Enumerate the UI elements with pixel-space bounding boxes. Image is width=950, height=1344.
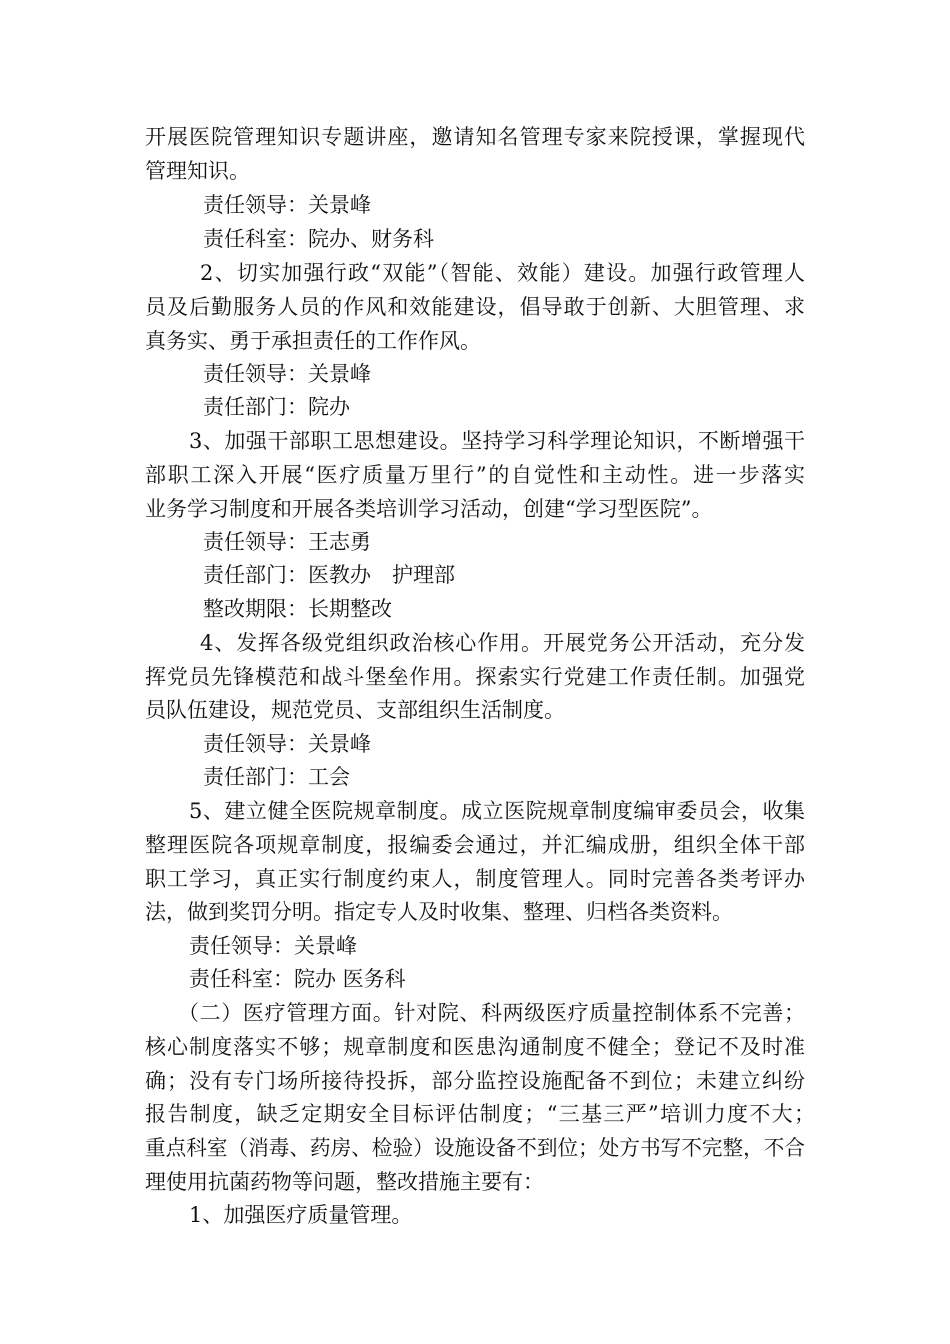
body-line: 报告制度，缺乏定期安全目标评估制度；“三基三严”培训力度不大； (145, 1102, 817, 1126)
responsible-dept-line: 责任科室：院办 医务科 (189, 967, 406, 991)
body-line: 法，做到奖罚分明。指定专人及时收集、整理、归档各类资料。 (145, 900, 733, 924)
item-heading-line: 3、加强干部职工思想建设。坚持学习科学理论知识，不断增强干 (189, 429, 806, 453)
item-heading-line: 4、发挥各级党组织政治核心作用。开展党务公开活动，充分发 (200, 631, 806, 655)
responsible-dept-line: 责任部门：医教办 护理部 (203, 563, 455, 587)
body-line: 员队伍建设，规范党员、支部组织生活制度。 (145, 698, 565, 722)
responsible-dept-line: 责任科室：院办、财务科 (203, 227, 434, 251)
item-heading-line: 1、加强医疗质量管理。 (189, 1203, 413, 1227)
body-line: 开展医院管理知识专题讲座，邀请知名管理专家来院授课，掌握现代 (145, 125, 807, 149)
body-line: 重点科室（消毒、药房、检验）设施设备不到位；处方书写不完整，不合 (145, 1136, 805, 1160)
body-line: 部职工深入开展“医疗质量万里行”的自觉性和主动性。进一步落实 (145, 463, 807, 487)
item-heading-line: 2、切实加强行政“双能”（智能、效能）建设。加强行政管理人 (200, 261, 807, 285)
responsible-dept-line: 责任部门：工会 (203, 765, 350, 789)
body-line: 业务学习制度和开展各类培训学习活动，创建“学习型医院”。 (145, 497, 713, 521)
section-heading-line: （二）医疗管理方面。针对院、科两级医疗质量控制体系不完善； (178, 1001, 806, 1025)
responsible-leader-line: 责任领导：关景峰 (189, 934, 357, 958)
body-line: 核心制度落实不够；规章制度和医患沟通制度不健全；登记不及时准 (145, 1035, 807, 1059)
body-line: 挥党员先锋模范和战斗堡垒作用。探索实行党建工作责任制。加强党 (145, 665, 807, 689)
body-line: 理使用抗菌药物等问题，整改措施主要有： (145, 1170, 544, 1194)
responsible-leader-line: 责任领导：王志勇 (203, 530, 371, 554)
body-line: 真务实、勇于承担责任的工作作风。 (145, 329, 481, 353)
body-line: 员及后勤服务人员的作风和效能建设，倡导敢于创新、大胆管理、求 (145, 295, 807, 319)
body-line: 整理医院各项规章制度，报编委会通过，并汇编成册，组织全体干部 (145, 833, 807, 857)
responsible-leader-line: 责任领导：关景峰 (203, 193, 371, 217)
responsible-dept-line: 责任部门：院办 (203, 395, 350, 419)
responsible-leader-line: 责任领导：关景峰 (203, 732, 371, 756)
item-heading-line: 5、建立健全医院规章制度。成立医院规章制度编审委员会，收集 (189, 799, 806, 823)
body-line: 确；没有专门场所接待投拆，部分监控设施配备不到位；未建立纠纷 (145, 1069, 807, 1093)
body-line: 管理知识。 (145, 159, 250, 183)
responsible-leader-line: 责任领导：关景峰 (203, 362, 371, 386)
body-line: 职工学习，真正实行制度约束人，制度管理人。同时完善各类考评办 (145, 867, 807, 891)
deadline-line: 整改期限：长期整改 (203, 597, 392, 621)
